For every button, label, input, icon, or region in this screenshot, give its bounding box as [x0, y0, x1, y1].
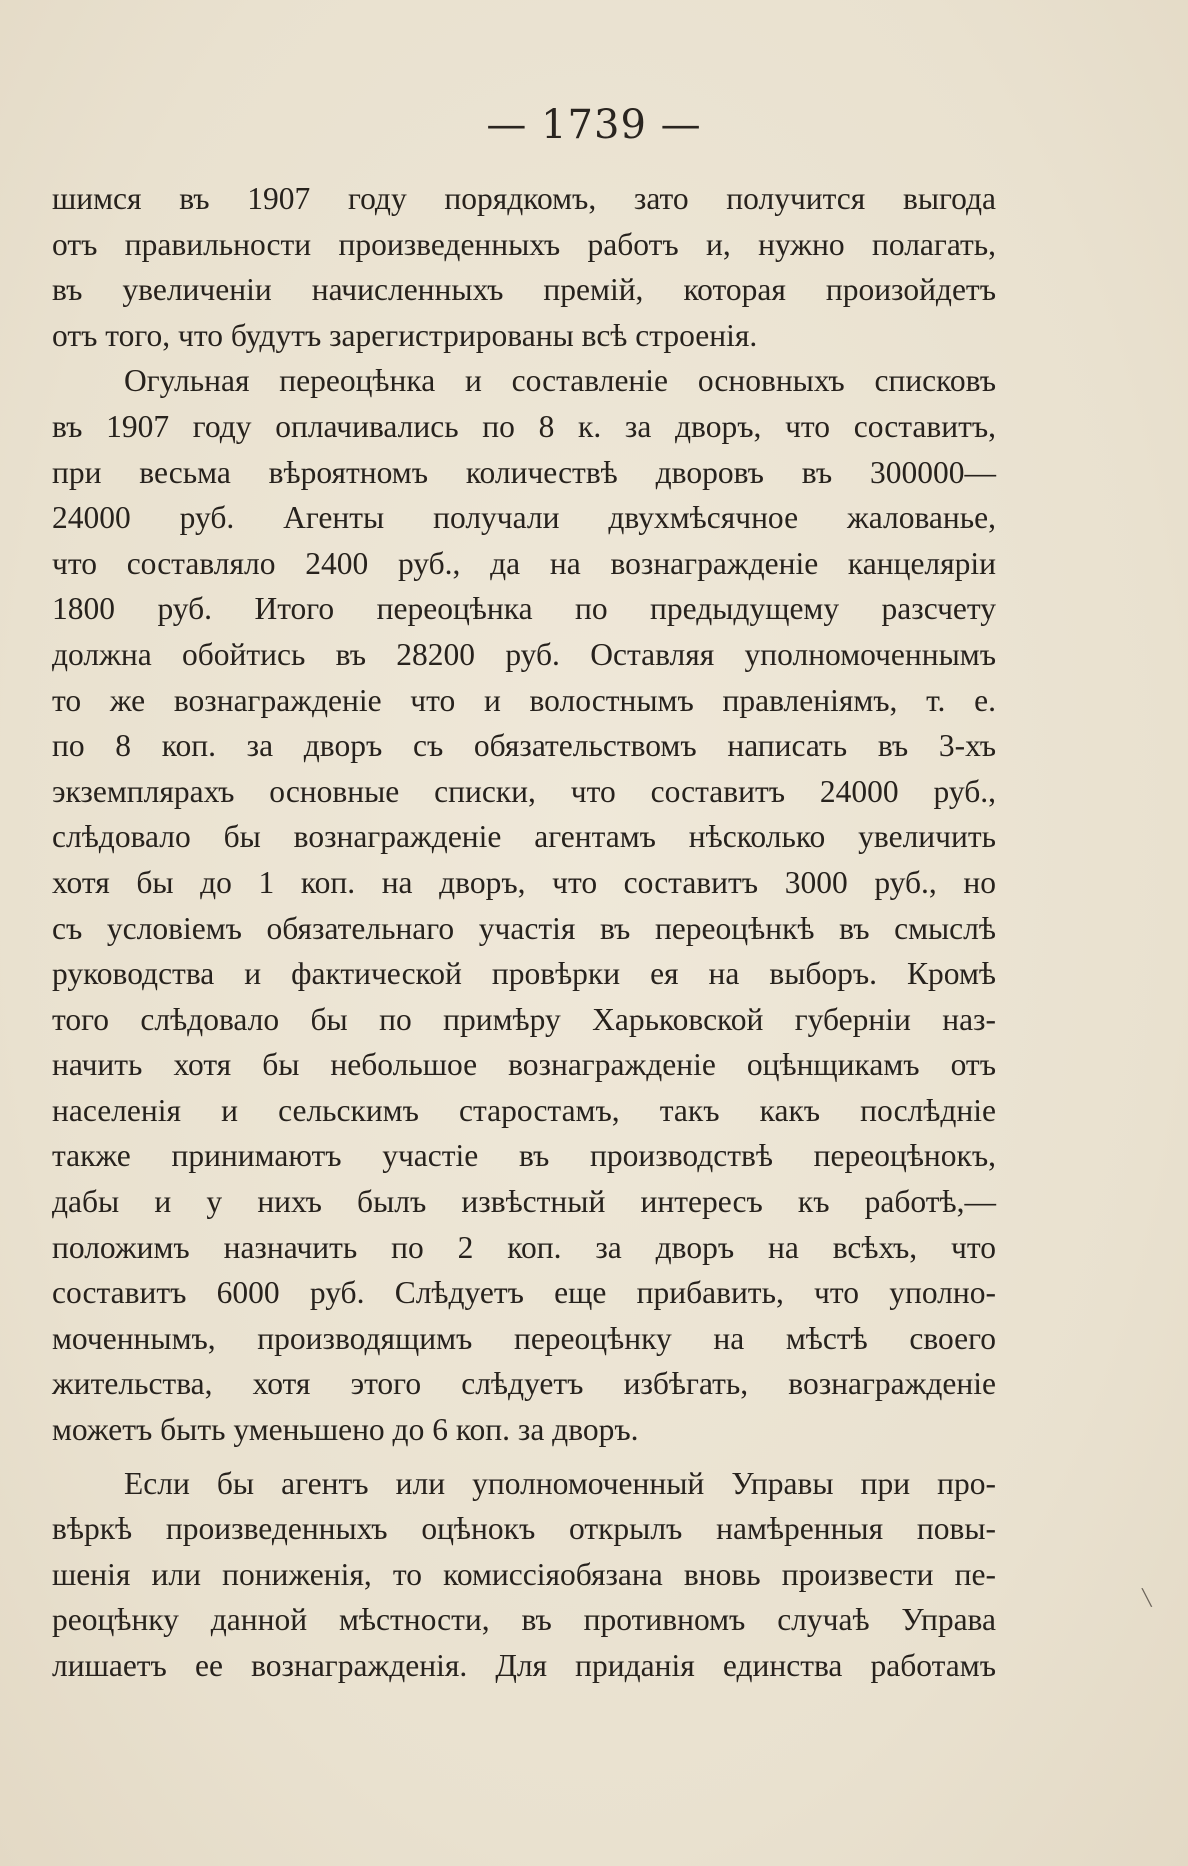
- text-line: экземплярахъ основные списки, что составитъ 24000 руб.,: [52, 773, 996, 809]
- text-line: также принимаютъ участіе въ производствѣ переоцѣнокъ,: [52, 1138, 996, 1174]
- text-line: можетъ быть уменьшено до 6 коп. за дворъ.: [52, 1412, 639, 1448]
- text-line: отъ того, что будутъ зарегистрированы всѣ строенія.: [52, 317, 758, 353]
- text-line: дабы и у нихъ былъ извѣстный интересъ къ работѣ,—: [52, 1184, 996, 1220]
- text-line: Если бы агентъ или уполномоченный Управы при про-: [124, 1465, 996, 1501]
- text-line: лишаетъ ее вознагражденія. Для приданія единства работамъ: [52, 1648, 996, 1683]
- text-line: составитъ 6000 руб. Слѣдуетъ еще прибавить, что уполно-: [52, 1275, 996, 1311]
- paragraph-1: [52, 176, 996, 358]
- text-line: Огульная переоцѣнка и составленіе основныхъ списковъ: [124, 363, 996, 399]
- text-line: положимъ назначить по 2 коп. за дворъ на всѣхъ, что: [52, 1229, 996, 1265]
- text-line: хотя бы до 1 коп. на дворъ, что составитъ 3000 руб., но: [52, 864, 996, 900]
- text-line: должна обойтись въ 28200 руб. Оставляя уполномоченнымъ: [52, 636, 996, 672]
- text-line: моченнымъ, производящимъ переоцѣнку на мѣстѣ своего: [52, 1320, 996, 1356]
- text-line: населенія и сельскимъ старостамъ, такъ какъ послѣдніе: [52, 1092, 996, 1128]
- text-line: вѣркѣ произведенныхъ оцѣнокъ открылъ намѣренныя повы-: [52, 1511, 996, 1547]
- page-number: — 1739 —: [486, 102, 702, 148]
- text-line: того слѣдовало бы по примѣру Харьковской губерніи наз-: [52, 1001, 996, 1037]
- text-line: начить хотя бы небольшое вознагражденіе оцѣнщикамъ отъ: [52, 1047, 996, 1083]
- text-line: шенія или пониженія, то комиссіяобязана вновь произвести пе-: [52, 1556, 996, 1592]
- paragraph-2: [52, 358, 996, 1452]
- text-line: при весьма вѣроятномъ количествѣ дворовъ въ 300000—: [52, 454, 996, 490]
- text-line: что составляло 2400 руб., да на вознагражденіе канцеляріи: [52, 545, 996, 581]
- text-line: по 8 коп. за дворъ съ обязательствомъ написать въ 3-хъ: [52, 728, 996, 764]
- text-line: въ увеличеніи начисленныхъ премій, которая произойдетъ: [52, 272, 996, 308]
- text-line: реоцѣнку данной мѣстности, въ противномъ случаѣ Управа: [52, 1602, 996, 1638]
- text-line: отъ правильности произведенныхъ работъ и, нужно полагать,: [52, 226, 996, 262]
- text-line: 1800 руб. Итого переоцѣнка по предыдущему разсчету: [52, 591, 996, 627]
- text-line: съ условіемъ обязательнаго участія въ переоцѣнкѣ въ смыслѣ: [52, 910, 996, 946]
- text-line: жительства, хотя этого слѣдуетъ избѣгать, вознагражденіе: [52, 1366, 996, 1402]
- text-line: руководства и фактической провѣрки ея на выборъ. Кромѣ: [52, 956, 996, 992]
- text-line: 24000 руб. Агенты получали двухмѣсячное жалованье,: [52, 500, 996, 536]
- text-line: шимся въ 1907 году порядкомъ, зато получится выгода: [52, 181, 996, 216]
- text-line: слѣдовало бы вознагражденіе агентамъ нѣсколько увеличить: [52, 819, 996, 855]
- paragraph-3: [52, 1461, 996, 1689]
- body-text: [52, 176, 996, 1689]
- text-line: въ 1907 году оплачивались по 8 к. за дворъ, что составитъ,: [52, 408, 996, 444]
- text-line: то же вознагражденіе что и волостнымъ правленіямъ, т. е.: [52, 682, 996, 718]
- margin-speck: ╲: [1142, 1588, 1152, 1607]
